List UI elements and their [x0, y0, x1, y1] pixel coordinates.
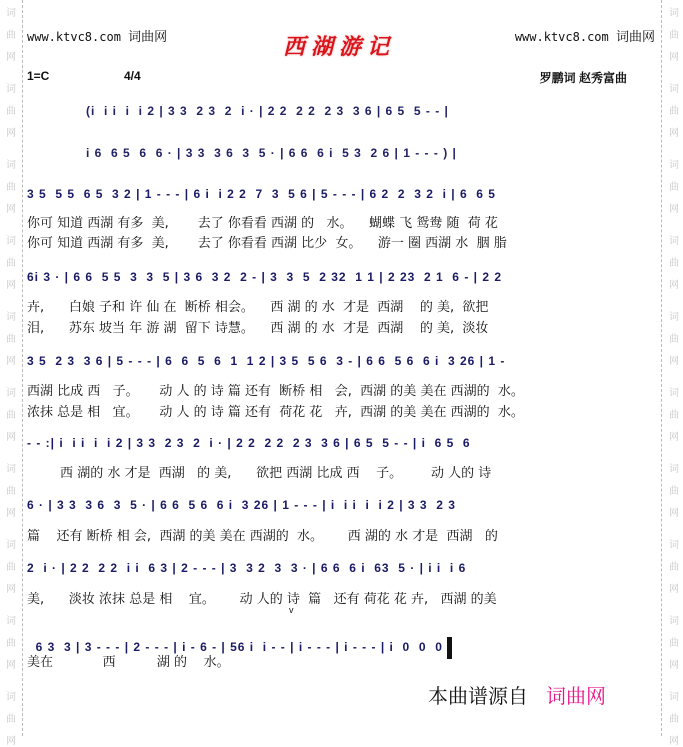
watermark-glyph: 网	[669, 432, 679, 443]
lyric-line-7: 篇 还有 断桥 相 会, 西湖 的美 美在 西湖的 水。 西 湖的 水 才是 西湖 的	[27, 529, 498, 544]
watermark-glyph: 词	[669, 540, 679, 551]
watermark-glyph: 曲	[6, 258, 16, 269]
watermark-glyph: 网	[6, 736, 16, 747]
watermark-glyph: 词	[669, 464, 679, 475]
site-url: www.ktvc8.com	[514, 30, 609, 44]
watermark-glyph: 曲	[669, 638, 679, 649]
site-link-right[interactable]	[515, 26, 655, 45]
site-name: 词曲网	[128, 30, 168, 45]
watermark-glyph: 词	[669, 84, 679, 95]
lyric-line-4-verse-2: 泪, 苏东 坡当 年 游 湖 留下 诗慧。 西 湖 的 水 才是 西湖 的 美, 淡妆	[27, 321, 489, 336]
key-signature: 1=C	[27, 69, 50, 83]
watermark-glyph: 曲	[669, 182, 679, 193]
dashed-divider	[22, 0, 23, 736]
watermark-glyph: 曲	[669, 30, 679, 41]
notation-line-5: 3 5 2 3 3 6 | 5 - - - | 6 6 5 6 1 1 2 | 3 5 5 6 3 - | 6 6 5 6 6 i 3 26 | 1 -	[27, 354, 506, 368]
watermark-glyph: 词	[6, 464, 16, 475]
watermark-glyph: 曲	[6, 334, 16, 345]
source-brand-link[interactable]: 词曲网	[546, 684, 606, 708]
watermark-glyph: 曲	[6, 638, 16, 649]
watermark-glyph: 网	[6, 204, 16, 215]
notation-line-6: - - :| i i i i i 2 | 3 3 2 3 2 i · | 2 2 2 2 2 3 3 6 | 6 5 5 - - | i 6 5 6	[27, 436, 471, 450]
watermark-glyph: 网	[669, 356, 679, 367]
watermark-glyph: 词	[669, 8, 679, 19]
watermark-glyph: 词	[6, 160, 16, 171]
watermark-glyph: 曲	[6, 562, 16, 573]
watermark-glyph: 词	[669, 692, 679, 703]
watermark-glyph: 词	[6, 84, 16, 95]
notation-line-9	[27, 623, 655, 655]
watermark-glyph: 曲	[6, 30, 16, 41]
notation-line-4: 6i 3 · | 6 6 5 5 3 3 5 | 3 6 3 2 2 - | 3 3 5 2 32 1 1 | 2 23 2 1 6 - | 2 2	[27, 270, 503, 284]
lyric-line-9: 美在 西 湖 的 水。	[27, 655, 230, 670]
watermark-glyph: 网	[669, 280, 679, 291]
watermark-glyph: 词	[6, 616, 16, 627]
lyric-line-8: 美, 淡妆 浓抹 总是 相 宜。 动 人的 诗 篇 还有 荷花 花 卉, 西湖 的美	[27, 592, 497, 607]
watermark-glyph: 网	[669, 204, 679, 215]
watermark-glyph: 词	[6, 388, 16, 399]
watermark-glyph: 网	[6, 584, 16, 595]
watermark-glyph: 曲	[6, 410, 16, 421]
lyric-line-5-verse-2: 浓抹 总是 相 宜。 动 人 的 诗 篇 还有 荷花 花 卉, 西湖 的美 美在 西湖的 水。	[27, 405, 524, 420]
watermark-glyph: 词	[6, 692, 16, 703]
watermark-glyph: 网	[669, 508, 679, 519]
watermark-glyph: 网	[6, 356, 16, 367]
source-label: 本曲谱源自	[428, 684, 528, 708]
lyric-line-3-verse-2: 你可 知道 西湖 有多 美, 去了 你看看 西湖 比少 女。 游一 圈 西湖 水 胭 脂	[27, 236, 507, 251]
watermark-glyph: 网	[6, 280, 16, 291]
watermark-glyph: 网	[669, 52, 679, 63]
watermark-column-left	[0, 0, 22, 747]
watermark-glyph: 词	[6, 312, 16, 323]
breath-mark: v	[289, 605, 294, 615]
watermark-glyph: 网	[669, 660, 679, 671]
watermark-glyph: 曲	[669, 258, 679, 269]
lyric-line-4-verse-1: 卉, 白娘 子和 许 仙 在 断桥 相会。 西 湖 的 水 才是 西湖 的 美, 欲把	[27, 300, 489, 315]
watermark-glyph: 词	[6, 8, 16, 19]
watermark-glyph: 词	[669, 616, 679, 627]
notation-line-9-text: 6 3 3 | 3 - - - | 2 - - - | i - 6 - | 56 i i - - | i - - - | i - - - | i 0 0 0	[35, 640, 443, 655]
lyric-line-5-verse-1: 西湖 比成 西 子。 动 人 的 诗 篇 还有 断桥 相 会, 西湖 的美 美在 西湖的 水。	[27, 384, 524, 399]
watermark-glyph: 网	[669, 128, 679, 139]
watermark-glyph: 词	[669, 160, 679, 171]
watermark-glyph: 曲	[6, 486, 16, 497]
lyric-line-6: 西 湖的 水 才是 西湖 的 美, 欲把 西湖 比成 西 子。 动 人的 诗	[27, 466, 492, 481]
watermark-glyph: 词	[6, 540, 16, 551]
watermark-glyph: 曲	[6, 182, 16, 193]
watermark-glyph: 词	[6, 236, 16, 247]
song-title: 西湖游记	[283, 34, 396, 60]
notation-line-8: 2 i · | 2 2 2 2 i i 6 3 | 2 - - - | 3 3 2 3 3 · | 6 6 6 i 63 5 · | i i i 6	[27, 561, 467, 575]
watermark-glyph: 曲	[669, 334, 679, 345]
watermark-glyph: 词	[669, 388, 679, 399]
site-name: 词曲网	[615, 30, 655, 45]
notation-line-7: 6 · | 3 3 3 6 3 5 · | 6 6 5 6 6 i 3 26 | 1 - - - | i i i i i 2 | 3 3 2 3	[27, 498, 456, 512]
watermark-glyph: 网	[669, 584, 679, 595]
watermark-glyph: 网	[6, 52, 16, 63]
watermark-glyph: 曲	[6, 714, 16, 725]
watermark-glyph: 网	[6, 508, 16, 519]
notation-line-3: 3 5 5 5 6 5 3 2 | 1 - - - | 6 i i 2 2 7 3 5 6 | 5 - - - | 6 2 2 3 2 i | 6 6 5	[27, 187, 496, 201]
watermark-glyph: 曲	[6, 106, 16, 117]
notation-intro-2: i 6 6 5 6 6 · | 3 3 3 6 3 5 · | 6 6 6 i 5 3 2 6 | 1 - - - ) |	[86, 146, 457, 160]
time-signature: 4/4	[124, 69, 141, 83]
watermark-glyph: 曲	[669, 410, 679, 421]
notation-intro-1: (i i i i i 2 | 3 3 2 3 2 i · | 2 2 2 2 2 3 3 6 | 6 5 5 - - |	[86, 104, 449, 118]
watermark-glyph: 词	[669, 236, 679, 247]
credits: 罗鹏词 赵秀富曲	[539, 71, 627, 85]
watermark-glyph: 网	[6, 660, 16, 671]
site-link-left[interactable]	[27, 26, 167, 45]
watermark-glyph: 网	[6, 432, 16, 443]
final-barline	[447, 637, 452, 659]
watermark-glyph: 网	[6, 128, 16, 139]
watermark-glyph: 曲	[669, 486, 679, 497]
watermark-glyph: 曲	[669, 106, 679, 117]
site-url: www.ktvc8.com	[27, 30, 121, 44]
watermark-glyph: 词	[669, 312, 679, 323]
watermark-glyph: 网	[669, 736, 679, 747]
lyric-line-3-verse-1: 你可 知道 西湖 有多 美, 去了 你看看 西湖 的 水。 蝴蝶 飞 鸳鸯 随 荷 花	[27, 216, 498, 231]
watermark-glyph: 曲	[669, 562, 679, 573]
watermark-glyph: 曲	[669, 714, 679, 725]
source-credit	[428, 680, 606, 709]
